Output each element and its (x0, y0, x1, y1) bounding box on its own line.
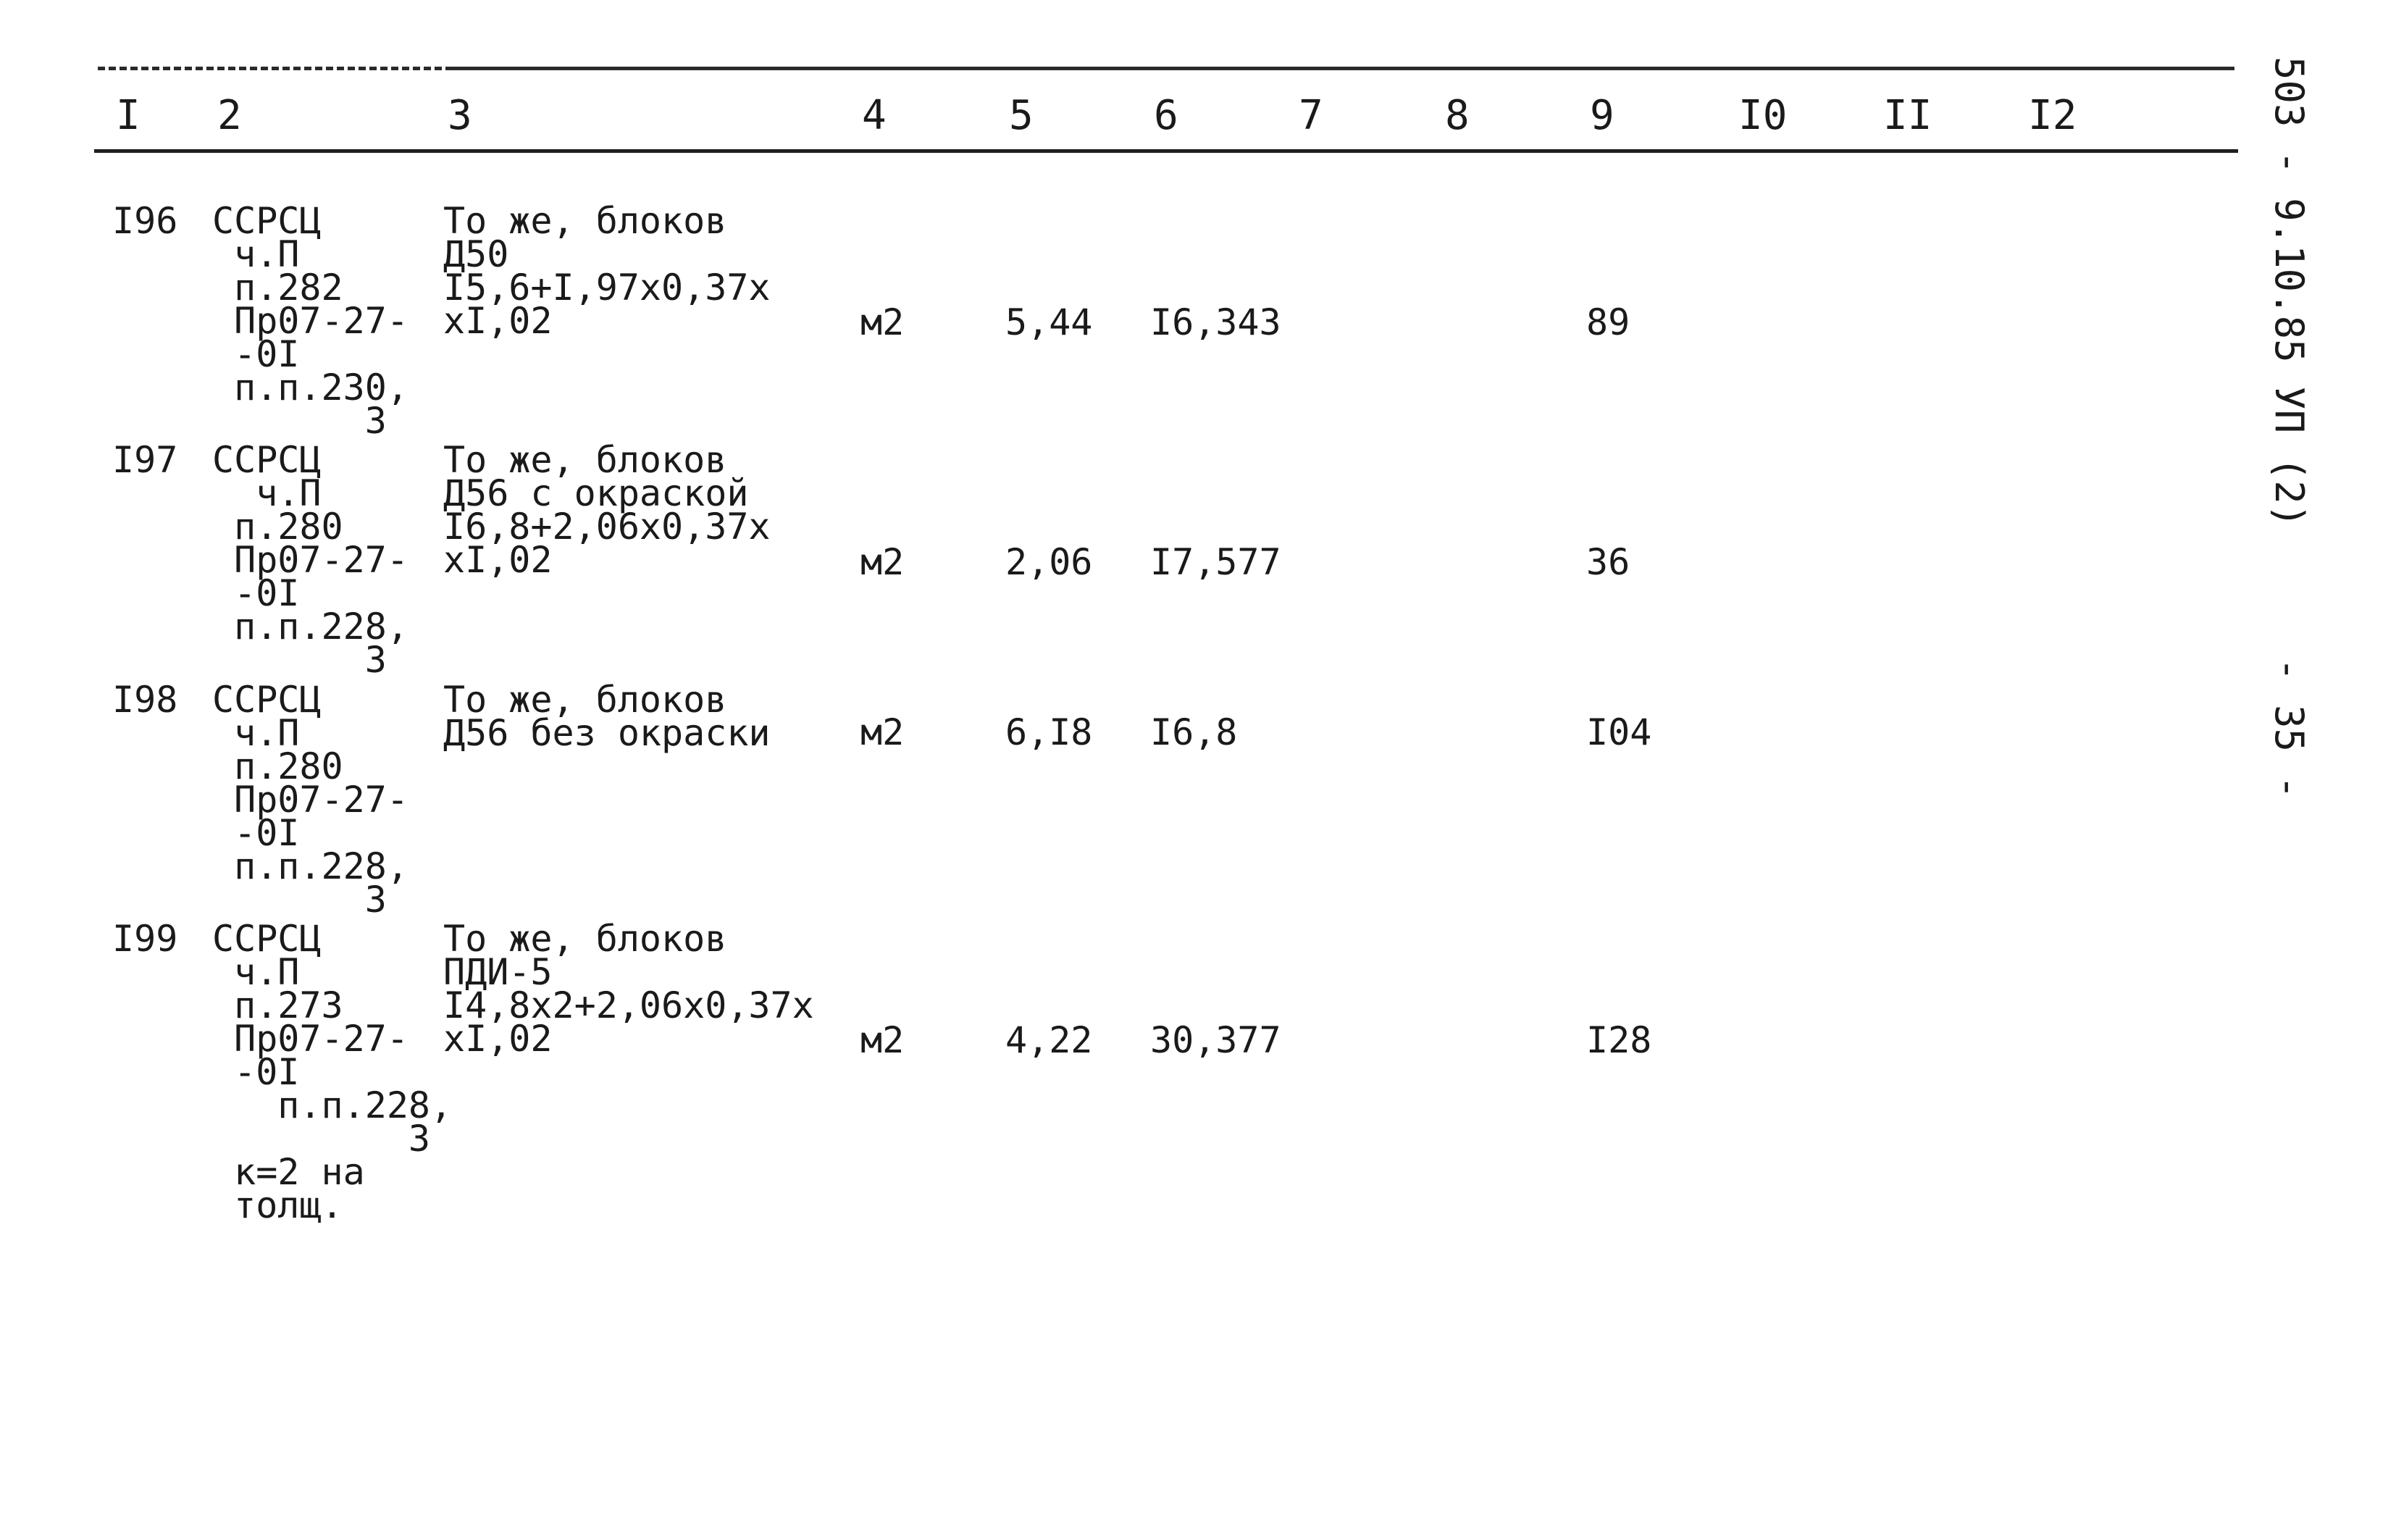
column-header-1: I (116, 92, 141, 139)
row-quantity: 2,06 (1005, 541, 1093, 583)
column-header-12: I2 (2028, 92, 2077, 139)
column-header-9: 9 (1590, 92, 1614, 139)
row-unit: м2 (860, 301, 905, 343)
row-quantity: 4,22 (1005, 1019, 1093, 1061)
column-header-3: 3 (448, 92, 472, 139)
row-desc: То же, блоков Д50 I5,6+I,97x0,37x xI,02 (443, 200, 771, 342)
row-quantity: 6,I8 (1005, 711, 1093, 753)
row-price: I6,343 (1150, 301, 1281, 343)
row-quantity: 5,44 (1005, 301, 1093, 343)
column-header-6: 6 (1154, 92, 1178, 139)
row-desc: То же, блоков Д56 с окраской I6,8+2,06x0,37x xI,02 (443, 439, 771, 581)
row-source: ССРСЦ ч.П п.273 Пр07-27- -0I п.п.228, 3 к=2 на толщ. (212, 918, 453, 1226)
column-header-11: II (1883, 92, 1932, 139)
row-number: I98 (112, 679, 178, 721)
row-source: ССРСЦ ч.П п.280 Пр07-27- -0I п.п.228, 3 (212, 679, 409, 921)
row-source: ССРСЦ ч.П п.280 Пр07-27- -0I п.п.228, 3 (212, 439, 409, 681)
page-number: - 35 - (2266, 658, 2312, 800)
row-total: I28 (1586, 1019, 1652, 1061)
row-desc: То же, блоков ПДИ-5 I4,8x2+2,06x0,37x xI,02 (443, 918, 814, 1060)
row-desc: То же, блоков Д56 без окраски (443, 679, 771, 754)
top-rule-solid (449, 67, 2234, 70)
row-number: I96 (112, 200, 178, 242)
column-header-7: 7 (1299, 92, 1323, 139)
column-header-8: 8 (1445, 92, 1470, 139)
row-total: 36 (1586, 541, 1630, 583)
row-source: ССРСЦ ч.П п.282 Пр07-27- -0I п.п.230, 3 (212, 200, 409, 442)
column-header-10: I0 (1738, 92, 1788, 139)
column-header-4: 4 (862, 92, 887, 139)
row-price: 30,377 (1150, 1019, 1281, 1061)
row-price: I6,8 (1150, 711, 1238, 753)
document-code: 503 - 9.10.85 УП (2) (2266, 57, 2312, 528)
row-total: 89 (1586, 301, 1630, 343)
row-number: I99 (112, 918, 178, 960)
row-number: I97 (112, 439, 178, 481)
row-unit: м2 (860, 711, 905, 753)
column-header-2: 2 (217, 92, 242, 139)
row-price: I7,577 (1150, 541, 1281, 583)
row-total: I04 (1586, 711, 1652, 753)
row-unit: м2 (860, 1019, 905, 1061)
header-rule (94, 149, 2238, 153)
row-unit: м2 (860, 541, 905, 583)
column-header-5: 5 (1009, 92, 1034, 139)
